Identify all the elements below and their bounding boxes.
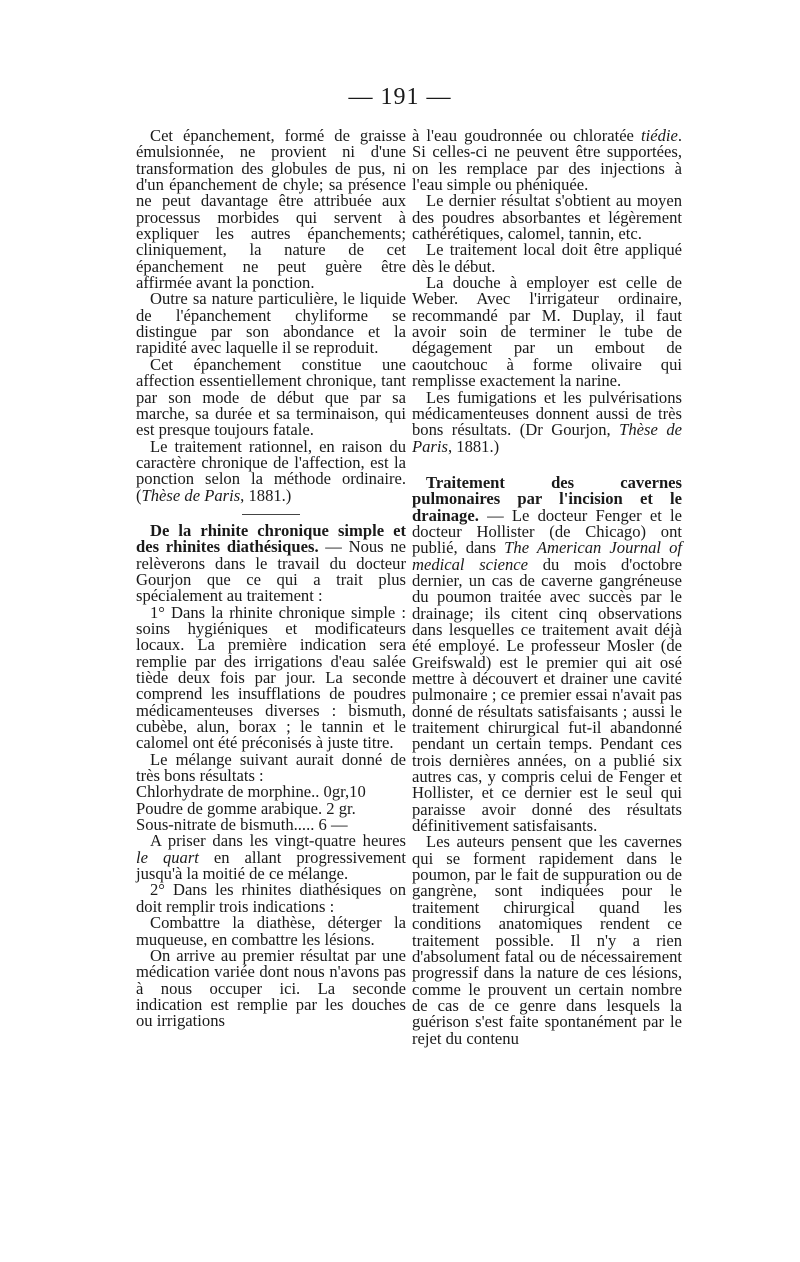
paragraph xyxy=(136,520,406,606)
section-spacer xyxy=(412,455,682,475)
paragraph: Cet épanchement, formé de graisse émulsionnée, ne provient ni d'une transformation des globules de pus, ni d'un épanchement de chyle; sa présence ne peut davantage être attribuée aux processus morbides qui servent à expliquer les autres épanchements; cliniquement, la nature de cet épanchement ne peut guère être affirmée avant la ponction. xyxy=(136,126,406,293)
paragraph: Le dernier résultat s'obtient au moyen des poudres absorbantes et légèrement cathérétiques, calomel, tannin, etc. xyxy=(412,191,682,244)
paragraph: 1° Dans la rhinite chronique simple : soins hygiéniques et modificateurs locaux. La première indication sera remplie par des irrigations d'eau salée tiède deux fois par jour. La seconde comprend les insufflations de poudres médicamenteuses diverses : bismuth, cubèbe, alun, borax ; le tannin et le calomel ont été préconisés à juste titre. xyxy=(136,602,406,753)
text-run: A priser dans les vingt-quatre heures xyxy=(150,831,406,851)
paragraph xyxy=(412,472,682,836)
italic-run: le quart xyxy=(136,847,199,867)
text-run: , 1881.) xyxy=(447,436,500,456)
section-heading-cavernes: Traitement des cavernes pulmonaires par l'incision et le drainage. xyxy=(412,472,682,525)
text-run: à l'eau goudronnée ou chloratée xyxy=(412,126,641,145)
section-heading-rhinite: De la rhinite chronique simple et des rhinites diathésiques. xyxy=(136,520,406,557)
paragraph xyxy=(412,387,682,456)
text-run: — Nous ne relèverons dans le travail du docteur Gourjon que ce qui a trait plus spécialement au traitement : xyxy=(136,537,406,606)
paragraph: Cet épanchement constitue une affection essentiellement chronique, tant par son mode de début que par sa marche, sa durée et sa terminaison, qui est presque toujours fatale. xyxy=(136,354,406,440)
formula-line: Sous-nitrate de bismuth..... 6 — xyxy=(136,815,348,835)
formula-line: Poudre de gomme arabique. 2 gr. xyxy=(136,798,356,818)
paragraph: Les auteurs pensent que les cavernes qui se forment rapidement dans le poumon, par le fait de suppuration ou de gangrène, sont indiquées pour le traitement chirurgical quand les conditions anatomiques rendent ce traitement possible. Il n'y a rien d'absolument fatal ou de nécessairement progressif dans la nature de ces lésions, comme le prouvent un certain nombre de cas de ce genre dans lesquels la guérison s'est faite spontanément par le rejet du contenu xyxy=(412,832,682,1048)
text-run: , 1881.) xyxy=(240,485,292,505)
paragraph: 2° Dans les rhinites diathésiques on doit remplir trois indications : xyxy=(136,880,406,916)
paragraph: Le mélange suivant aurait donné de très bons résultats : xyxy=(136,749,406,786)
citation-italic: Thèse de Paris xyxy=(141,485,241,505)
paragraph: Combattre la diathèse, déterger la muqueuse, en combattre les lésions. xyxy=(136,913,406,949)
paragraph: On arrive au premier résultat par une médication variée dont nous n'avons pas à nous occuper ici. La seconde indication est remplie par les douches ou irrigations xyxy=(136,945,406,1031)
text-run: Les fumigations et les pulvérisations médicamenteuses donnent aussi de très bons résultats. (Dr Gourjon, xyxy=(412,387,682,440)
paragraph: Outre sa nature particulière, le liquide de l'épanchement chyliforme se distingue par son abondance et la rapidité avec laquelle il se reproduit. xyxy=(136,289,406,358)
paragraph xyxy=(136,436,406,505)
text-run: — Le docteur Fenger et le docteur Hollister (de Chicago) ont publié, dans xyxy=(412,505,682,558)
italic-run: tiédie xyxy=(640,126,678,145)
paragraph: La douche à employer est celle de Weber. Avec l'irrigateur ordinaire, recommandé par M. Duplay, il faut avoir soin de terminer le tube de dégagement par un embout de caoutchouc à forme olivaire qui remplisse exactement la narine. xyxy=(412,273,682,391)
section-divider xyxy=(242,514,300,515)
formula-line: Chlorhydrate de morphine.. 0gr,10 xyxy=(136,782,366,802)
right-column xyxy=(412,128,682,1047)
left-column xyxy=(136,128,406,1030)
paragraph xyxy=(136,833,406,882)
text-run: Le traitement rationnel, en raison du caractère chronique de l'affection, est la ponction selon la méthode ordinaire. ( xyxy=(136,436,406,505)
text-run: en allant progressivement jusqu'à la moitié de ce mélange. xyxy=(136,847,406,884)
citation-italic: Thèse de Paris xyxy=(412,420,682,456)
paragraph xyxy=(412,128,682,193)
text-run: . Si celles-ci ne peuvent être supportées, on les remplace par des injections à l'eau simple ou phéniquée. xyxy=(412,126,682,195)
paragraph: Le traitement local doit être appliqué dès le début. xyxy=(412,240,682,276)
text-run: du mois d'octobre dernier, un cas de caverne gangréneuse du poumon traitée avec succès par le drainage; ils citent cinq observations dans lesquelles ce traitement avait déjà été employé. Le professeur Mosler (de Greifswald) est le premier qui ait osé mettre à découvert et drainer une cavité pulmonaire ; ce premier essai n'avait pas donné de résultats satisfaisants ; aussi le traitement chirurgical fut-il abandonné pendant un certain temps. Pendant ces trois dernières années, on a publié six autres cas, y compris celui de Fenger et Hollister, et ce dernier est le seul qui paraisse avoir donné des résultats définitivement satisfaisants. xyxy=(412,554,682,836)
page-number: — 191 — xyxy=(348,84,452,110)
journal-title-italic: The American Journal of medical science xyxy=(412,538,682,574)
